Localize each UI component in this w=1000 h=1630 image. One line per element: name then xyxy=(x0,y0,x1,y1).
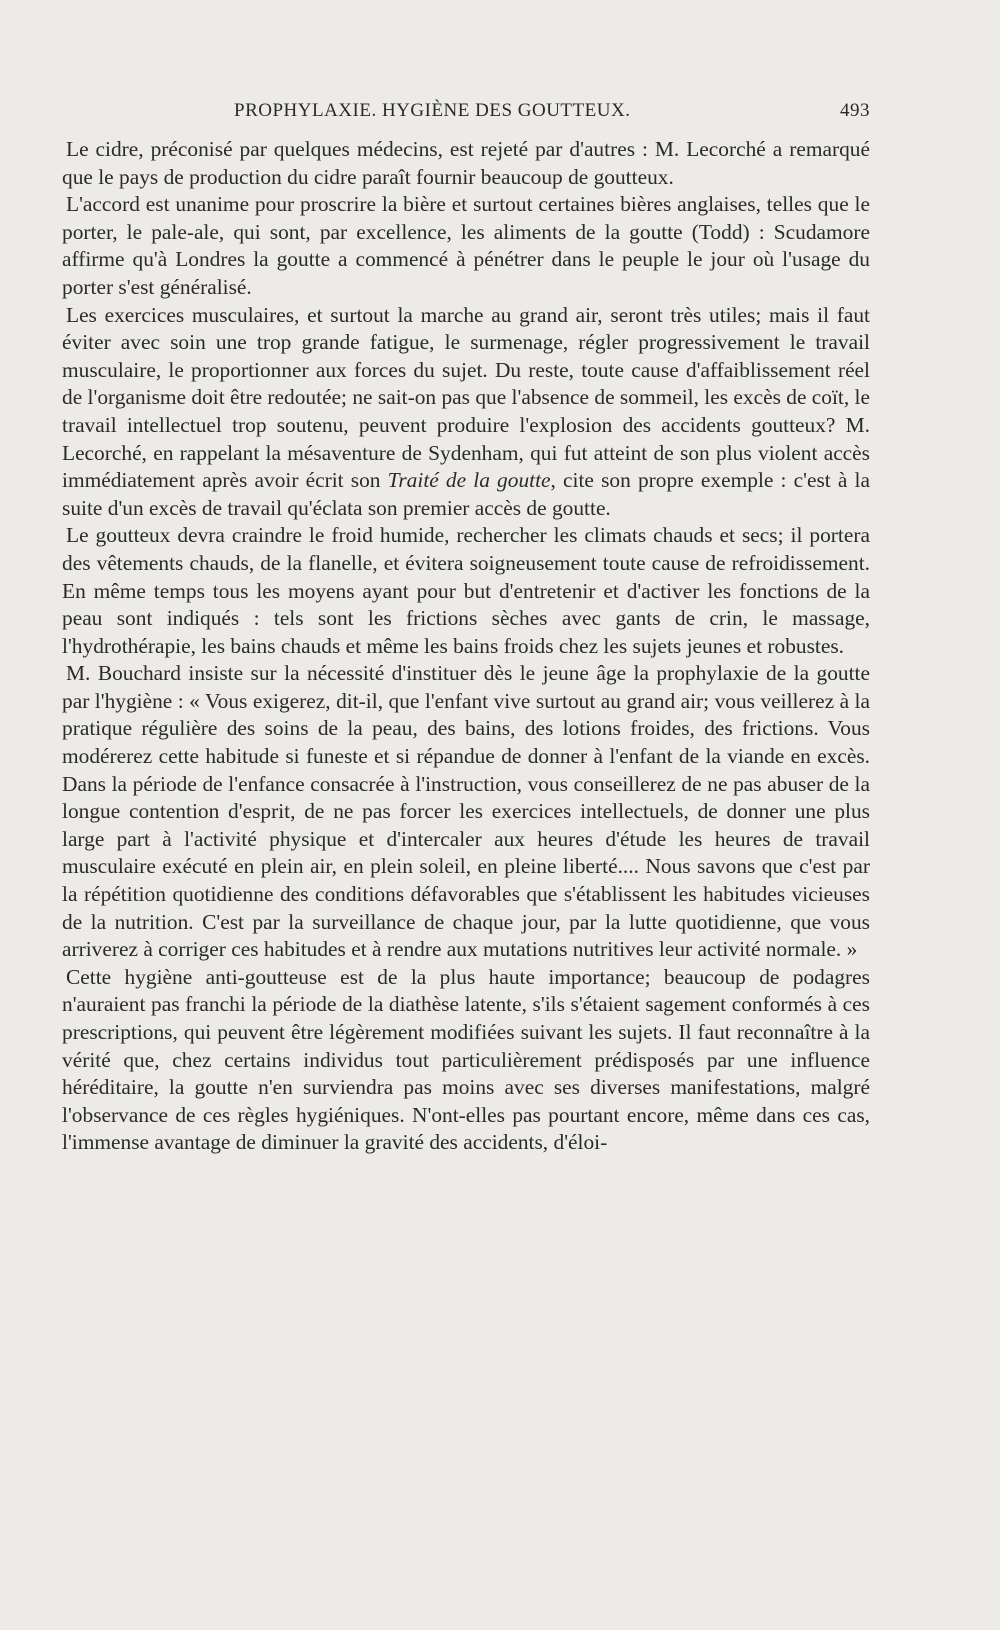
book-title-italic: Traité de la goutte xyxy=(387,468,551,493)
paragraph-bouchard: M. Bouchard insiste sur la nécessité d'instituer dès le jeune âge la prophylaxie de la goutte par l'hygiène : « Vous exigerez, dit-il, que l'enfant vive surtout au grand air; vous veillerez à la pratique régulière des soins de la peau, des bains, des lotions froides, des frictions. Vous modérerez cette habitude si funeste et si répandue de donner à l'enfant de la viande en excès. Dans la période de l'enfance consacrée à l'instruction, vous conseillerez de ne pas abuser de la longue contention d'esprit, de ne pas forcer les exercices intellectuels, de donner une plus large part à l'activité physique et d'intercaler aux heures d'étude les heures de travail musculaire exécuté en plein air, en plein soleil, en pleine liberté.... Nous savons que c'est par la répétition quotidienne des conditions défavorables que s'établissent les habitudes vicieuses de la nutrition. C'est par la surveillance de chaque jour, par la lutte quotidienne, que vous arriverez à corriger ces habitudes et à rendre aux mutations nutritives leur activité normale. » xyxy=(62,661,870,962)
paragraph-cidre: Le cidre, préconisé par quelques médecins, est rejeté par d'autres : M. Lecorché a remarqué que le pays de production du cidre paraît fournir beaucoup de goutteux. xyxy=(62,137,870,189)
running-title: PROPHYLAXIE. HYGIÈNE DES GOUTTEUX. xyxy=(234,100,631,121)
paragraph-exercices xyxy=(62,302,870,523)
page-number: 493 xyxy=(840,100,870,121)
paragraph-exercices-text-end: , cite son propre exemple : c'est à la suite d'un excès de travail qu'éclata son premier accès de goutte. xyxy=(62,468,870,520)
body-text xyxy=(62,136,870,1157)
paragraph-froid: Le goutteux devra craindre le froid humide, rechercher les climats chauds et secs; il portera des vêtements chauds, de la flanelle, et évitera soigneusement toute cause de refroidissement. En même temps tous les moyens ayant pour but d'entretenir et d'activer les fonctions de la peau sont indiqués : tels sont les frictions sèches avec gants de crin, le massage, l'hydrothérapie, les bains chauds et même les bains froids chez les sujets jeunes et robustes. xyxy=(62,523,870,658)
paragraph-biere: L'accord est unanime pour proscrire la bière et surtout certaines bières anglaises, telles que le porter, le pale-ale, qui sont, par excellence, les aliments de la goutte (Todd) : Scudamore affirme qu'à Londres la goutte a commencé à pénétrer dans le peuple le jour où l'usage du porter s'est généralisé. xyxy=(62,192,870,299)
paragraph-exercices-text-start: Les exercices musculaires, et surtout la marche au grand air, seront très utiles; mais il faut éviter avec soin une trop grande fatigue, le surmenage, régler progressivement le travail musculaire, le proportionner aux forces du sujet. Du reste, toute cause d'affaiblissement réel de l'organisme doit être redoutée; ne sait-on pas que l'absence de sommeil, les excès de coït, le travail intellectuel trop soutenu, peuvent produire l'explosion des accidents goutteux? M. Lecorché, en rappelant la mésaventure de Sydenham, qui fut atteint de son plus violent accès immédiatement après avoir écrit son xyxy=(62,302,870,493)
paragraph-hygiene: Cette hygiène anti-goutteuse est de la plus haute importance; beaucoup de podagres n'auraient pas franchi la période de la diathèse latente, s'ils s'étaient sagement conformés à ces prescriptions, qui peuvent être légèrement modifiées suivant les sujets. Il faut reconnaître à la vérité que, chez certains individus tout particulièrement prédisposés par une influence héréditaire, la goutte n'en surviendra pas moins avec ses diverses manifestations, malgré l'observance de ces règles hygiéniques. N'ont-elles pas pourtant encore, même dans ces cas, l'immense avantage de diminuer la gravité des accidents, d'éloi- xyxy=(62,964,870,1155)
running-head xyxy=(62,100,870,128)
